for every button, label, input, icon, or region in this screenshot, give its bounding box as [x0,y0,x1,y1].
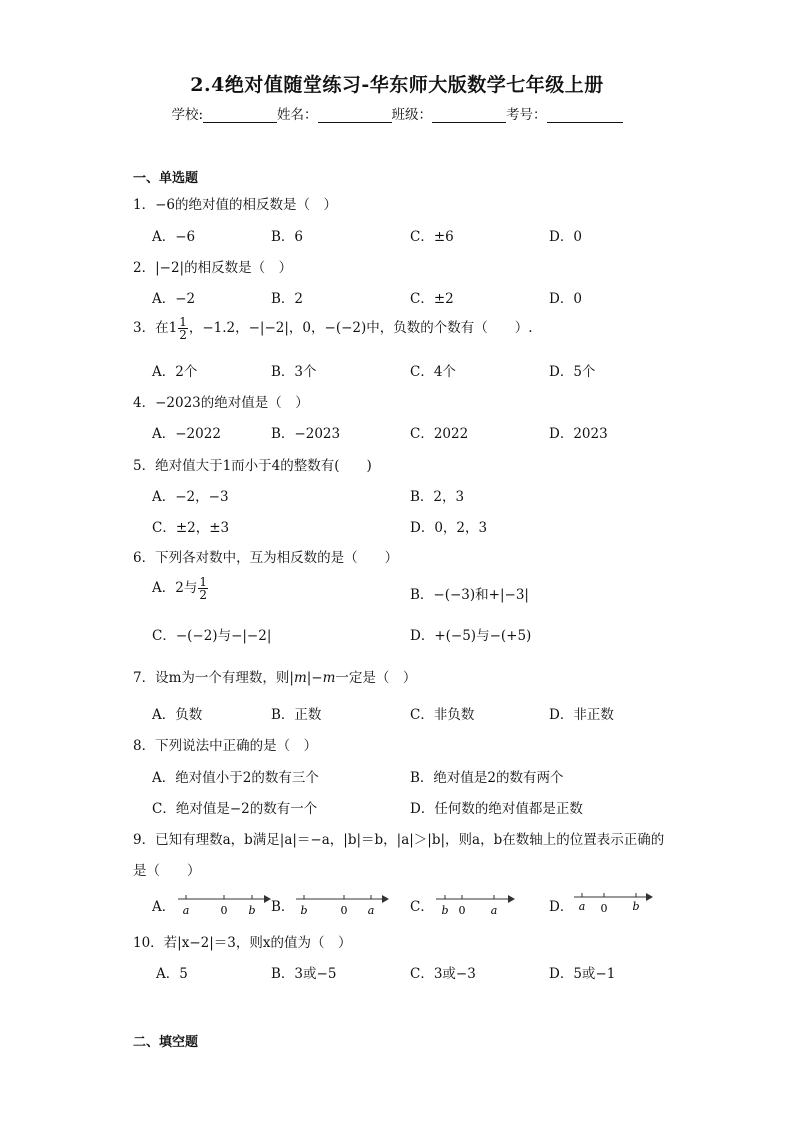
section-single-choice: 一、单选题 [133,171,199,186]
q7-option-c[interactable]: C．非负数 [410,707,475,723]
q8-option-d[interactable]: D．任何数的绝对值都是正数 [410,801,583,817]
q9-c-label-1: b [441,904,449,917]
q6-option-c[interactable]: C．−(−2)与−|−2| [152,628,272,644]
q5-option-b[interactable]: B．2，3 [410,489,465,505]
q9-option-a[interactable]: A． [152,899,176,915]
q5-option-a[interactable]: A．−2，−3 [152,489,229,505]
q6-a-fraction-num: 1 [199,575,207,589]
q9-a-label-2: 0 [220,904,228,917]
class-blank[interactable] [432,108,506,123]
q7-option-a[interactable]: A．负数 [152,707,203,723]
q9-b-label-2: 0 [340,904,348,917]
exam-no-blank[interactable] [547,108,623,123]
q8-option-b[interactable]: B．绝对值是2的数有两个 [410,770,564,786]
q4-option-d[interactable]: D．2023 [549,426,608,442]
q10-option-a[interactable]: A．5 [156,966,188,982]
q3-suffix: 中，负数的个数有（ ）. [366,320,533,336]
q9-d-label-1: a [578,900,586,913]
q7-suffix: 一定是（ ） [335,670,417,686]
q7-option-b[interactable]: B．正数 [271,707,322,723]
question-1: 1．−6的绝对值的相反数是（ ） [133,197,337,213]
q10-option-d[interactable]: D．5或−1 [549,966,616,982]
name-blank[interactable] [318,108,392,123]
q9-numberline-d [572,888,654,916]
question-5: 5．绝对值大于1而小于4的整数有( ) [133,458,372,474]
class-label: 班级： [391,107,433,123]
q3-option-b[interactable]: B．3个 [271,364,317,380]
name-label: 姓名： [277,107,318,123]
q4-option-c[interactable]: C．2022 [410,426,469,442]
q3-option-d[interactable]: D．5个 [549,364,596,380]
q3-mid: ，−1.2，−|−2|，0，−(−2) [188,320,367,336]
q3-option-a[interactable]: A．2个 [152,364,198,380]
q2-option-d[interactable]: D．0 [549,291,582,307]
question-4: 4．−2023的绝对值是（ ） [133,395,309,411]
q1-option-c[interactable]: C．±6 [410,229,454,245]
exam-no-label: 考号： [506,107,547,123]
q2-option-c[interactable]: C．±2 [410,291,454,307]
q9-c-label-2: 0 [458,904,466,917]
q9-option-d[interactable]: D． [549,899,574,915]
q6-option-d[interactable]: D．+(−5)与−(+5) [410,628,532,644]
q3-fraction-den: 2 [179,328,187,342]
q9-d-label-2: 0 [600,902,608,915]
question-10: 10．若|x−2|＝3，则x的值为（ ） [133,935,352,951]
q9-option-c[interactable]: C． [410,899,434,915]
q8-option-c[interactable]: C．绝对值是−2的数有一个 [152,801,318,817]
q6-a-fraction-den: 2 [199,588,207,602]
q5-option-d[interactable]: D．0，2，3 [410,520,488,536]
q9-a-label-1: a [182,904,190,917]
q2-option-a[interactable]: A．−2 [152,291,196,307]
q9-b-label-3: a [367,904,375,917]
q9-numberline-c [434,890,516,918]
page-title: 2.4绝对值随堂练习-华东师大版数学七年级上册 [190,74,604,96]
q9-numberline-b [294,890,390,918]
q1-option-b[interactable]: B．6 [271,229,304,245]
school-label: 学校: [171,107,204,123]
q1-option-a[interactable]: A．−6 [152,229,196,245]
q6-option-a[interactable] [152,576,209,601]
question-3 [133,316,533,341]
q5-option-c[interactable]: C．±2，±3 [152,520,230,536]
q9-option-b[interactable]: B． [271,899,295,915]
question-9-line-2: 是（ ） [133,863,201,879]
question-6: 6．下列各对数中，互为相反数的是（ ） [133,550,399,566]
question-8: 8．下列说法中正确的是（ ） [133,738,318,754]
q3-fraction-num: 1 [179,315,187,329]
q9-a-label-3: b [248,904,256,917]
question-9-line-1: 9．已知有理数a，b满足|a|＝−a，|b|＝b，|a|＞|b|，则a，b在数轴上的位置表示正确的 [133,832,665,848]
q1-option-d[interactable]: D．0 [549,229,582,245]
question-2: 2．|−2|的相反数是（ ） [133,260,293,276]
q9-c-label-3: a [490,904,498,917]
q9-b-label-1: b [300,904,308,917]
section-fill-in: 二、填空题 [133,1035,199,1050]
q4-option-b[interactable]: B．−2023 [271,426,341,442]
q9-d-label-3: b [632,900,640,913]
q2-option-b[interactable]: B．2 [271,291,304,307]
q6-option-b[interactable]: B．−(−3)和+|−3| [410,587,529,603]
q9-numberline-a [176,890,272,918]
q10-option-b[interactable]: B．3或−5 [271,966,337,982]
q4-option-a[interactable]: A．−2022 [152,426,221,442]
q7-prefix: 7．设m为一个有理数，则 [133,670,290,686]
q3-prefix: 3．在 [133,320,169,336]
q10-option-c[interactable]: C．3或−3 [410,966,476,982]
question-7 [133,666,416,686]
q6-option-a-text: A．2与 [152,580,198,596]
q3-option-c[interactable]: C．4个 [410,364,456,380]
q6-option-a-fraction [198,576,208,601]
q3-whole: 1 [168,320,178,336]
school-blank[interactable] [203,108,277,123]
student-info-line [0,103,794,123]
q3-fraction [178,316,188,341]
q7-expression: |m|−m [289,670,336,686]
q8-option-a[interactable]: A．绝对值小于2的数有三个 [152,770,319,786]
q7-option-d[interactable]: D．非正数 [549,707,614,723]
